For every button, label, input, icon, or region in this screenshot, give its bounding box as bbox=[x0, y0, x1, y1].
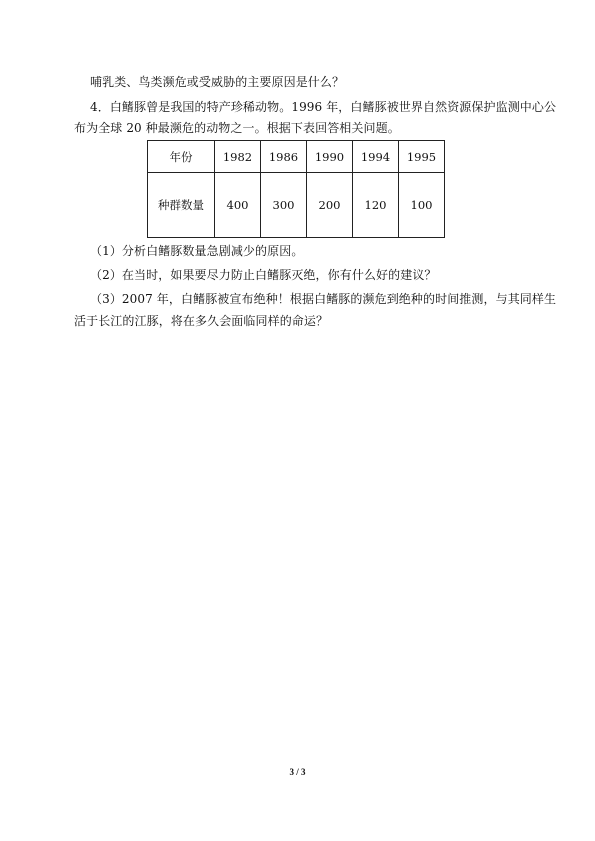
sub-question-2: （2）在当时，如果要尽力防止白鳍豚灭绝，你有什么好的建议？ bbox=[90, 268, 437, 282]
table-cell-year: 1994 bbox=[353, 141, 399, 173]
table-row-population bbox=[148, 173, 445, 238]
table-cell-year: 1995 bbox=[399, 141, 445, 173]
sub-question-3: （3）2007 年，白鳍豚被宣布绝种！根据白鳍豚的濒危到绝种的时间推测，与其同样生 bbox=[90, 292, 557, 306]
population-table bbox=[147, 140, 445, 238]
table-cell-year: 1986 bbox=[261, 141, 307, 173]
question-4-intro: 4．白鳍豚曾是我国的特产珍稀动物。1996 年，白鳍豚被世界自然资源保护监测中心公 bbox=[90, 100, 557, 114]
table-cell-count: 200 bbox=[307, 173, 353, 238]
question-3-continuation: 哺乳类、鸟类濒危或受威胁的主要原因是什么？ bbox=[90, 75, 345, 89]
table-cell-count: 400 bbox=[215, 173, 261, 238]
sub-question-3-continuation: 活于长江的江豚，将在多久会面临同样的命运？ bbox=[74, 314, 329, 328]
page-number: 3 / 3 bbox=[289, 767, 306, 777]
table-cell-count: 100 bbox=[399, 173, 445, 238]
table-cell-year: 1990 bbox=[307, 141, 353, 173]
table-cell-count: 300 bbox=[261, 173, 307, 238]
table-row-years bbox=[148, 141, 445, 173]
question-4-intro-continuation: 布为全球 20 种最濒危的动物之一。根据下表回答相关问题。 bbox=[74, 121, 400, 135]
table-header-year: 年份 bbox=[148, 141, 215, 173]
table-cell-count: 120 bbox=[353, 173, 399, 238]
table-cell-year: 1982 bbox=[215, 141, 261, 173]
table-header-population: 种群数量 bbox=[148, 173, 215, 238]
sub-question-1: （1）分析白鳍豚数量急剧减少的原因。 bbox=[90, 244, 304, 258]
